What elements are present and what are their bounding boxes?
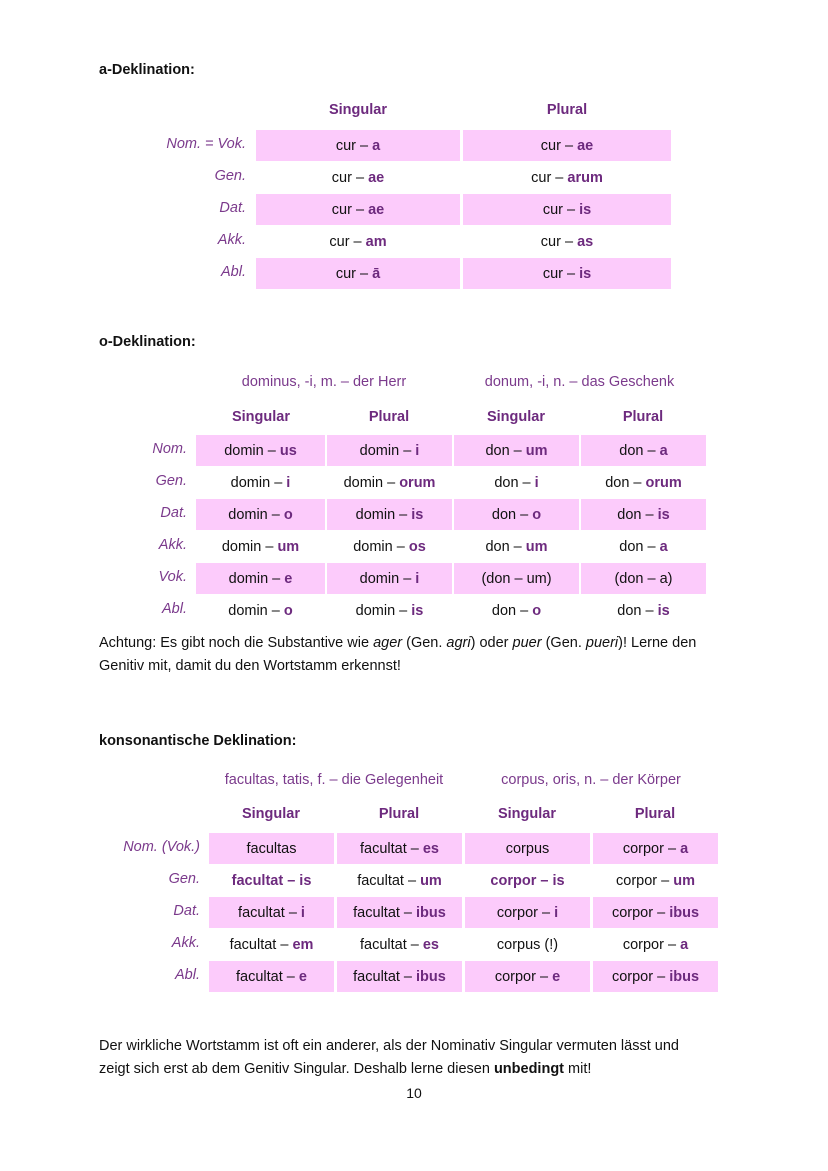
note-text-2: (Gen. xyxy=(402,635,447,651)
cell-ending: a xyxy=(680,840,689,857)
case-label: Dat. xyxy=(219,200,246,216)
table-cell xyxy=(209,929,334,960)
table-cell xyxy=(196,563,325,594)
note-word-puer: puer xyxy=(512,635,542,651)
cell-stem: facultat – xyxy=(229,936,293,953)
cell-ending: a xyxy=(659,538,668,555)
a-decl-col-singular: Singular xyxy=(328,102,387,118)
cell-ending: um xyxy=(525,538,548,555)
table-cell xyxy=(454,563,579,594)
cell-stem: domin – xyxy=(230,474,287,491)
a-decl-col-plural: Plural xyxy=(546,102,588,118)
cell-stem: cur – xyxy=(331,201,369,218)
o-decl-word-dominus: dominus, -i, m. – der Herr xyxy=(241,374,407,390)
cell-ending: em xyxy=(292,936,314,953)
table-cell xyxy=(337,897,462,928)
cell-stem: facultat – xyxy=(359,840,423,857)
case-label: Gen. xyxy=(155,473,187,489)
cell-stem: don – xyxy=(494,474,535,491)
cell-ending: um xyxy=(673,872,695,889)
table-cell xyxy=(256,258,460,289)
table-cell xyxy=(463,226,671,257)
table-cell xyxy=(454,435,579,466)
cell-ending: as xyxy=(577,233,594,250)
k-decl-heading: konsonantische Deklination: xyxy=(99,733,297,749)
cell-stem: domin – xyxy=(228,602,284,619)
table-cell xyxy=(581,531,706,562)
case-label: Gen. xyxy=(168,871,200,887)
o-decl-col-plural-2: Plural xyxy=(622,409,664,425)
table-cell xyxy=(327,435,452,466)
cell-ending: um xyxy=(525,442,548,459)
o-decl-word-donum: donum, -i, n. – das Geschenk xyxy=(484,374,675,390)
cell-stem: don – xyxy=(485,442,526,459)
cell-ending: ibus xyxy=(416,968,446,985)
cell-stem: corpor – xyxy=(611,968,670,985)
table-cell xyxy=(593,961,718,992)
table-cell xyxy=(196,531,325,562)
case-label: Akk. xyxy=(158,537,187,553)
cell-stem: domin – xyxy=(228,570,285,587)
cell-ending: a xyxy=(659,442,668,459)
table-cell xyxy=(337,929,462,960)
case-label: Vok. xyxy=(158,569,187,585)
cell-stem: cur – xyxy=(329,233,366,250)
note-text-3: ) oder xyxy=(470,635,513,651)
cell-stem: domin – xyxy=(228,506,284,523)
cell-ending: ibus xyxy=(669,968,700,985)
cell-ending: orum xyxy=(399,474,436,491)
cell-ending: os xyxy=(408,538,426,555)
cell-stem: corpor – xyxy=(622,936,681,953)
cell-ending: i xyxy=(554,904,559,921)
table-cell xyxy=(581,467,706,498)
o-decl-note xyxy=(99,632,739,678)
cell-ending: o xyxy=(283,602,293,619)
k-decl-word-corpus: corpus, oris, n. – der Körper xyxy=(501,772,681,788)
cell-stem: domin – xyxy=(355,506,412,523)
cell-stem: cur – xyxy=(335,265,373,282)
case-label: Dat. xyxy=(173,903,200,919)
cell-ending: is xyxy=(579,201,592,218)
cell-stem: cur – xyxy=(540,233,578,250)
cell-ending: arum xyxy=(567,169,603,186)
table-cell xyxy=(454,499,579,530)
k-decl-col-plural-2: Plural xyxy=(634,806,676,822)
table-cell xyxy=(465,961,590,992)
case-label: Nom. xyxy=(152,441,187,457)
cell-ending: o xyxy=(532,506,542,523)
table-cell xyxy=(256,194,460,225)
case-label: Abl. xyxy=(162,601,187,617)
cell-stem: facultat – xyxy=(359,936,423,953)
k-decl-col-singular-1: Singular xyxy=(241,806,300,822)
note-word-ager: ager xyxy=(373,635,403,651)
cell-stem: corpor – xyxy=(494,968,553,985)
cell-stem: don – xyxy=(485,538,526,555)
table-cell xyxy=(581,563,706,594)
page-number: 10 xyxy=(406,1085,422,1101)
table-cell xyxy=(463,130,671,161)
cell-stem: facultas xyxy=(246,840,297,857)
cell-stem: facultat – xyxy=(357,872,421,889)
case-label: Dat. xyxy=(160,505,187,521)
table-cell xyxy=(337,865,462,896)
cell-ending: ibus xyxy=(669,904,700,921)
table-cell xyxy=(337,961,462,992)
k-decl-col-singular-2: Singular xyxy=(497,806,556,822)
note-word-agri: agri xyxy=(446,635,471,651)
cell-stem: corpor – xyxy=(496,904,555,921)
cell-ending: orum xyxy=(645,474,682,491)
cell-ending: i xyxy=(415,570,420,587)
k-note-line-1: Der wirkliche Wortstamm ist oft ein anderer, als der Nominativ Singular vermuten lässt und xyxy=(99,1038,679,1054)
table-cell xyxy=(256,226,460,257)
cell-ending: um xyxy=(420,872,442,889)
a-decl-heading: a-Deklination: xyxy=(99,62,195,78)
cell-stem: don – xyxy=(617,506,658,523)
cell-stem: corpus (!) xyxy=(496,936,559,953)
cell-stem: domin – xyxy=(359,570,416,587)
table-cell xyxy=(463,162,671,193)
table-cell xyxy=(581,435,706,466)
note-text-4: (Gen. xyxy=(541,635,586,651)
cell-ending: is xyxy=(657,506,670,523)
cell-stem: facultat – xyxy=(238,904,301,921)
table-cell xyxy=(209,961,334,992)
case-label: Gen. xyxy=(214,168,246,184)
cell-stem: don – xyxy=(491,602,533,619)
table-cell xyxy=(327,499,452,530)
cell-ending: e xyxy=(298,968,307,985)
k-decl-col-plural-1: Plural xyxy=(378,806,420,822)
table-cell xyxy=(465,929,590,960)
cell-stem: cur – xyxy=(542,265,580,282)
table-cell xyxy=(465,897,590,928)
cell-stem: corpor – xyxy=(616,872,674,889)
table-cell xyxy=(209,897,334,928)
case-label: Nom. (Vok.) xyxy=(123,839,200,855)
cell-stem: cur – xyxy=(542,201,580,218)
table-cell xyxy=(454,595,579,626)
table-cell xyxy=(327,467,452,498)
cell-stem: (don – a) xyxy=(614,570,673,587)
note-text-1: Achtung: Es gibt noch die Substantive wie xyxy=(99,635,374,651)
cell-ending: is xyxy=(657,602,670,619)
o-decl-heading: o-Deklination: xyxy=(99,334,196,350)
cell-bold-form: facultat – is xyxy=(231,872,312,889)
k-note-emphasis: unbedingt xyxy=(493,1061,565,1077)
cell-ending: ae xyxy=(368,169,385,186)
cell-stem: don – xyxy=(619,442,660,459)
cell-ending: ā xyxy=(372,265,381,282)
table-cell xyxy=(581,499,706,530)
table-cell xyxy=(256,130,460,161)
table-cell xyxy=(209,865,334,896)
k-decl-word-facultas: facultas, tatis, f. – die Gelegenheit xyxy=(224,772,444,788)
note-line-2: Genitiv mit, damit du den Wortstamm erkennst! xyxy=(99,658,401,674)
o-decl-col-singular-2: Singular xyxy=(486,409,545,425)
cell-ending: a xyxy=(680,936,689,953)
cell-ending: um xyxy=(277,538,300,555)
cell-stem: domin – xyxy=(343,474,400,491)
cell-ending: e xyxy=(284,570,293,587)
cell-ending: i xyxy=(415,442,420,459)
table-cell xyxy=(454,467,579,498)
cell-ending: i xyxy=(300,904,305,921)
cell-stem: domin – xyxy=(221,538,278,555)
cell-stem: domin – xyxy=(224,442,280,459)
o-decl-col-plural-1: Plural xyxy=(368,409,410,425)
table-cell xyxy=(593,929,718,960)
cell-stem: corpor – xyxy=(622,840,681,857)
cell-ending: a xyxy=(372,137,381,154)
table-cell xyxy=(196,467,325,498)
cell-bold-form: corpor – is xyxy=(490,872,565,889)
table-cell xyxy=(337,833,462,864)
cell-stem: facultat – xyxy=(353,968,417,985)
cell-stem: domin – xyxy=(359,442,416,459)
cell-stem: corpus xyxy=(505,840,550,857)
cell-stem: don – xyxy=(491,506,533,523)
cell-ending: us xyxy=(279,442,297,459)
cell-stem: cur – xyxy=(331,169,369,186)
table-cell xyxy=(327,563,452,594)
case-label: Nom. = Vok. xyxy=(166,136,246,152)
cell-stem: cur – xyxy=(531,169,568,186)
table-cell xyxy=(465,865,590,896)
cell-stem: cur – xyxy=(540,137,578,154)
cell-stem: facultat – xyxy=(353,904,417,921)
table-cell xyxy=(196,499,325,530)
table-cell xyxy=(593,833,718,864)
cell-stem: don – xyxy=(617,602,658,619)
cell-stem: (don – um) xyxy=(481,570,552,587)
cell-stem: facultat – xyxy=(236,968,299,985)
cell-ending: e xyxy=(552,968,561,985)
cell-ending: am xyxy=(365,233,387,250)
cell-ending: o xyxy=(532,602,542,619)
cell-ending: i xyxy=(534,474,539,491)
k-note-line-2c: mit! xyxy=(564,1061,592,1077)
case-label: Abl. xyxy=(221,264,246,280)
table-cell xyxy=(593,897,718,928)
table-cell xyxy=(465,833,590,864)
table-cell xyxy=(454,531,579,562)
cell-stem: corpor – xyxy=(611,904,670,921)
table-cell xyxy=(327,595,452,626)
cell-stem: cur – xyxy=(335,137,373,154)
cell-stem: don – xyxy=(619,538,660,555)
note-text-5: )! Lerne den xyxy=(618,635,697,651)
cell-ending: is xyxy=(411,602,424,619)
k-decl-note xyxy=(99,1035,749,1081)
cell-ending: i xyxy=(286,474,291,491)
cell-stem: don – xyxy=(605,474,646,491)
cell-ending: ae xyxy=(577,137,594,154)
note-word-pueri: pueri xyxy=(585,635,619,651)
cell-ending: is xyxy=(411,506,424,523)
table-cell xyxy=(256,162,460,193)
table-cell xyxy=(463,194,671,225)
cell-ending: es xyxy=(422,840,439,857)
cell-ending: ae xyxy=(368,201,385,218)
table-cell xyxy=(593,865,718,896)
cell-stem: domin – xyxy=(353,538,409,555)
case-label: Akk. xyxy=(217,232,246,248)
cell-ending: is xyxy=(579,265,592,282)
k-note-line-2a: zeigt sich erst ab dem Genitiv Singular. Deshalb lerne diesen xyxy=(99,1061,494,1077)
table-cell xyxy=(463,258,671,289)
cell-ending: o xyxy=(283,506,293,523)
cell-ending: es xyxy=(422,936,439,953)
table-cell xyxy=(581,595,706,626)
table-cell xyxy=(196,595,325,626)
table-cell xyxy=(327,531,452,562)
cell-stem: domin – xyxy=(355,602,412,619)
o-decl-col-singular-1: Singular xyxy=(231,409,290,425)
cell-ending: ibus xyxy=(416,904,446,921)
case-label: Abl. xyxy=(175,967,200,983)
case-label: Akk. xyxy=(171,935,200,951)
table-cell xyxy=(209,833,334,864)
table-cell xyxy=(196,435,325,466)
